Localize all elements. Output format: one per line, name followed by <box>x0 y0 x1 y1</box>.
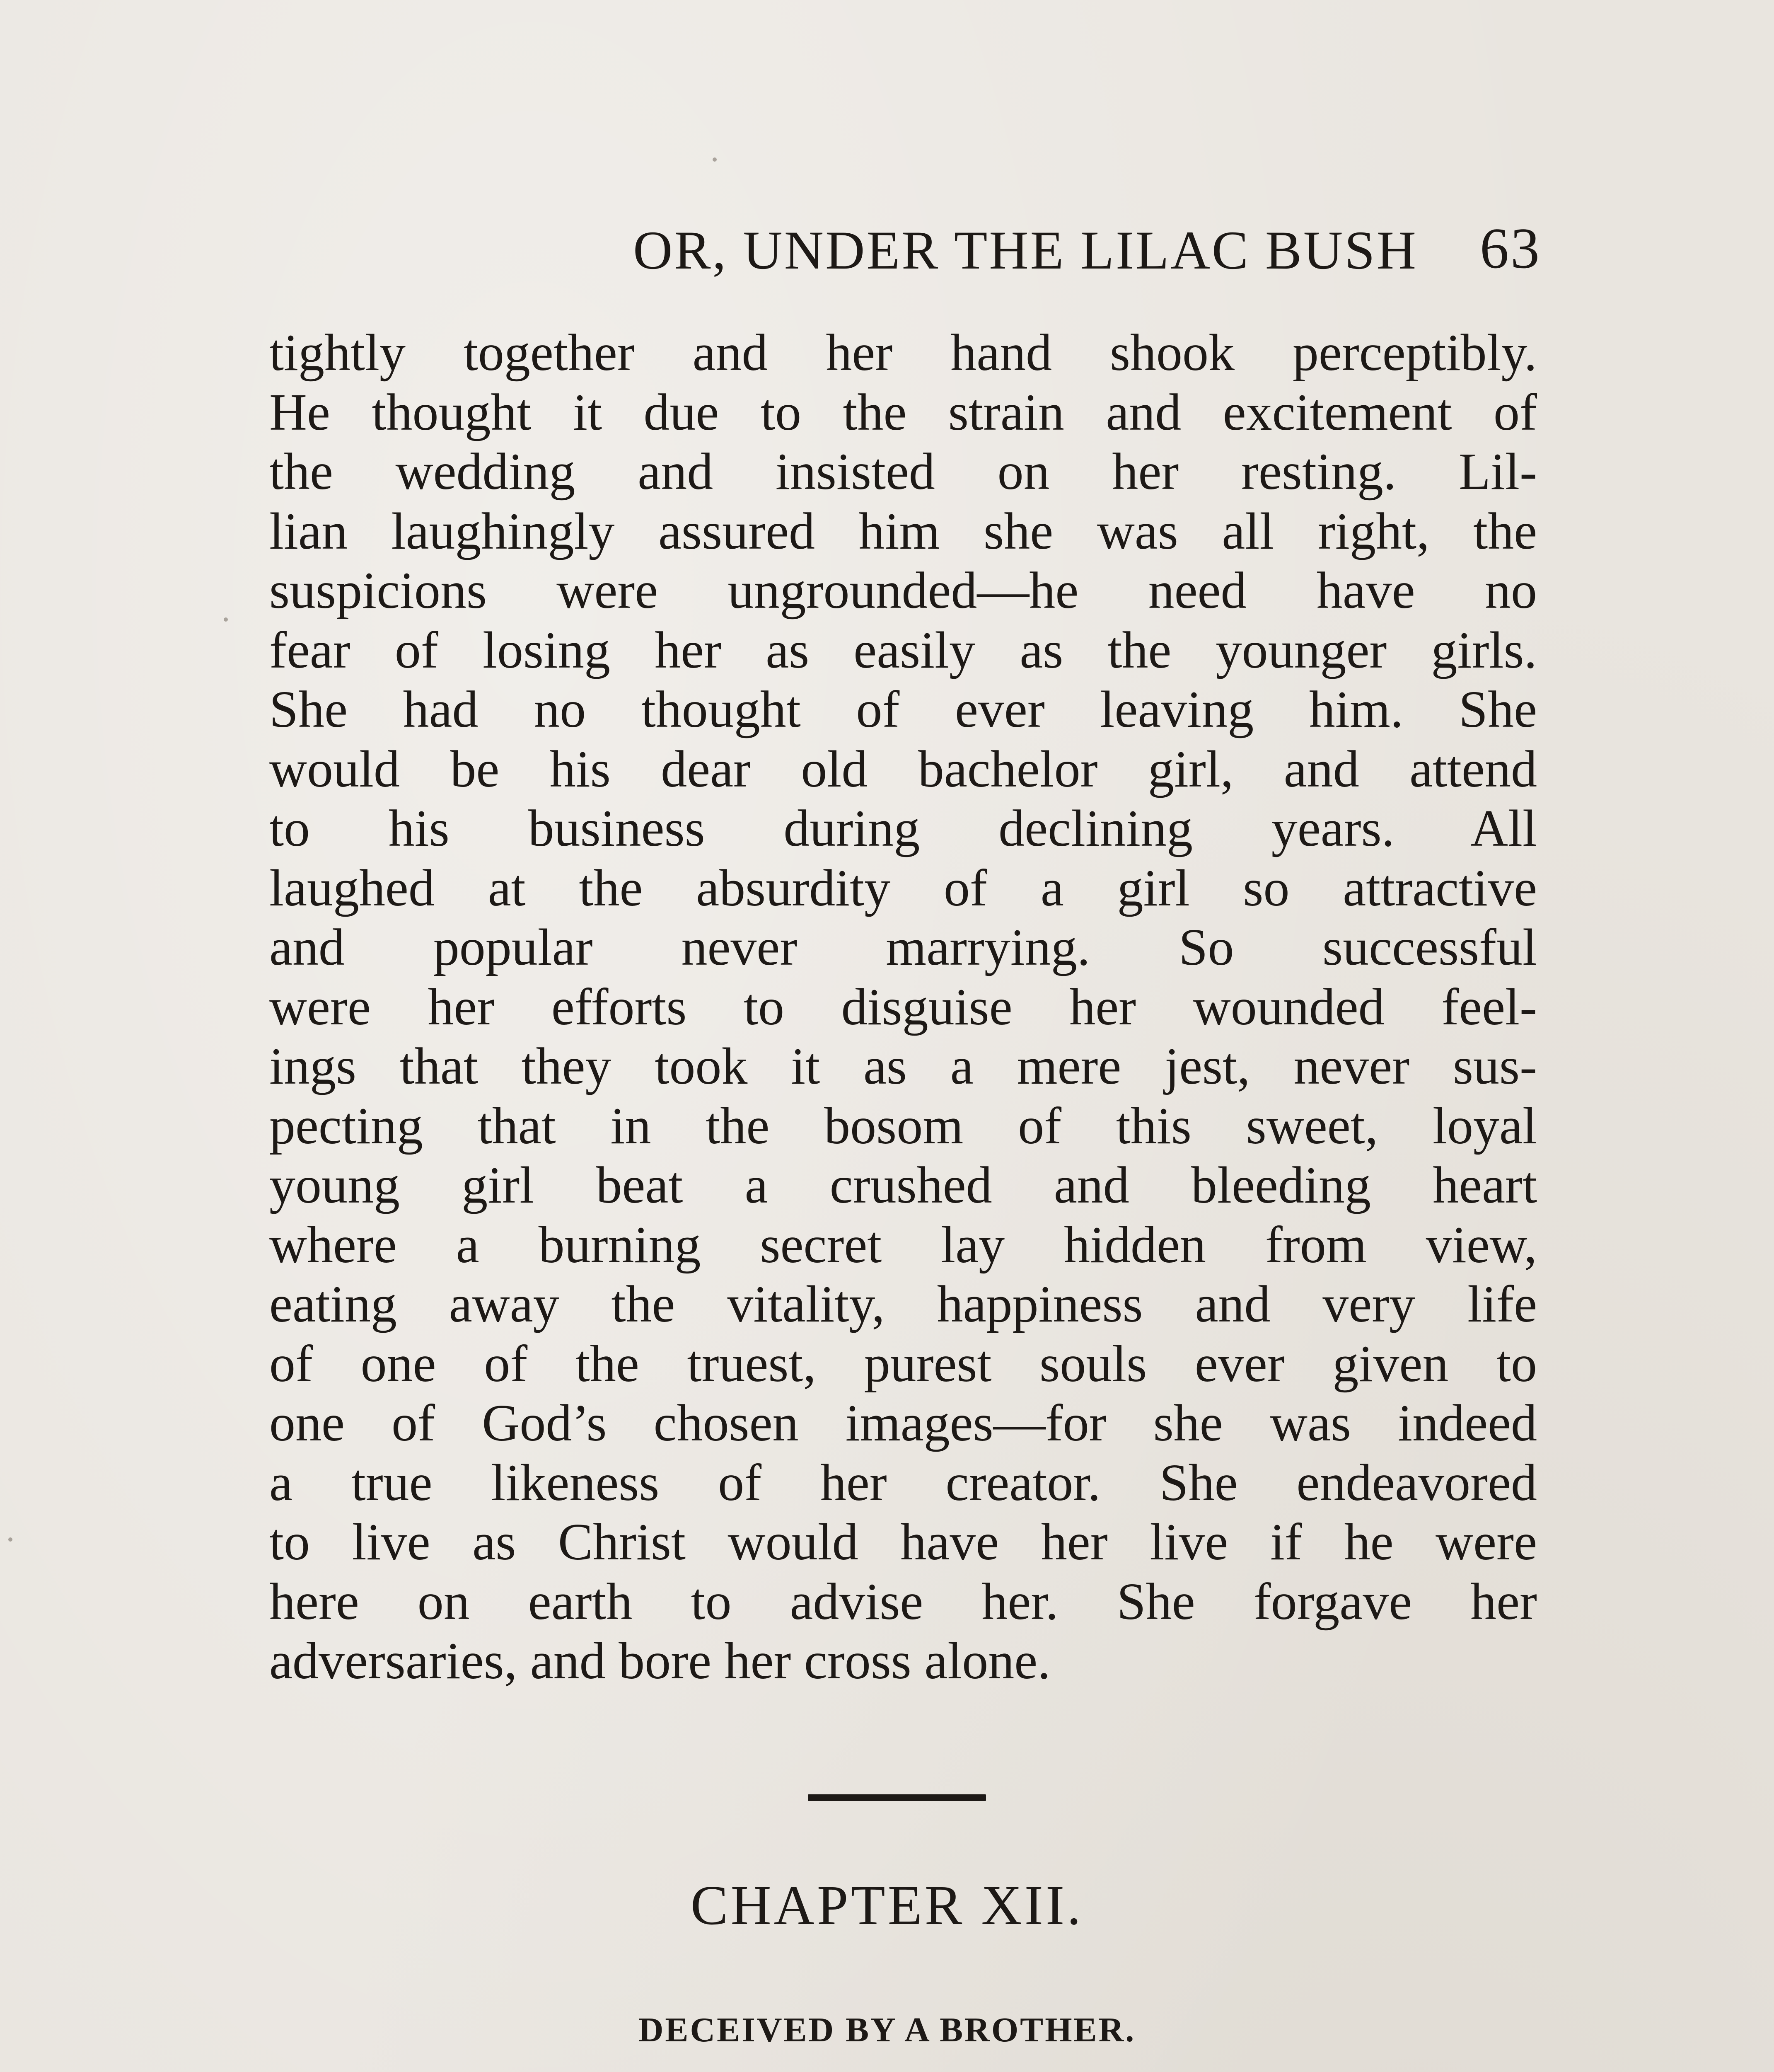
text-line: She had no thought of ever leaving him. She <box>269 681 1537 738</box>
text-line: tightly together and her hand shook perceptibly. <box>269 324 1537 382</box>
paper-speck <box>713 157 717 162</box>
chapter-subtitle: DECEIVED BY A BROTHER. <box>638 2011 1136 2049</box>
text-line: and popular never marrying. So successful <box>269 919 1537 976</box>
text-line: pecting that in the bosom of this sweet, loyal <box>269 1097 1537 1155</box>
text-line: one of God’s chosen images—for she was indeed <box>269 1394 1537 1452</box>
text-line: to live as Christ would have her live if he were <box>269 1513 1537 1571</box>
running-title: OR, UNDER THE LILAC BUSH <box>633 220 1418 281</box>
text-line: of one of the truest, purest souls ever given to <box>269 1335 1537 1393</box>
body-paragraph <box>269 323 1537 1691</box>
running-head <box>414 199 1541 282</box>
text-line: lian laughingly assured him she was all right, the <box>269 502 1537 560</box>
text-line: were her efforts to disguise her wounded feel- <box>269 978 1537 1036</box>
text-line: here on earth to advise her. She forgave her <box>269 1573 1537 1631</box>
text-line: a true likeness of her creator. She endeavored <box>269 1454 1537 1512</box>
text-line: to his business during declining years. All <box>269 800 1537 857</box>
chapter-heading: CHAPTER XII. <box>690 1874 1084 1936</box>
text-line-last: adversaries, and bore her cross alone. <box>269 1632 1051 1690</box>
text-line: eating away the vitality, happiness and very life <box>269 1276 1537 1333</box>
text-line: young girl beat a crushed and bleeding heart <box>269 1157 1537 1214</box>
section-divider <box>808 1794 986 1801</box>
paper-speck <box>224 617 228 622</box>
paper-speck <box>8 1537 12 1542</box>
text-line: laughed at the absurdity of a girl so attractive <box>269 859 1537 917</box>
text-line: fear of losing her as easily as the younger girls. <box>269 621 1537 679</box>
text-line: suspicions were ungrounded—he need have no <box>269 562 1537 620</box>
page-number: 63 <box>1480 216 1541 281</box>
text-line: the wedding and insisted on her resting. Lil- <box>269 443 1537 501</box>
text-line: where a burning secret lay hidden from view, <box>269 1216 1537 1274</box>
text-line: would be his dear old bachelor girl, and attend <box>269 740 1537 798</box>
text-line: ings that they took it as a mere jest, never sus- <box>269 1038 1537 1095</box>
text-line: He thought it due to the strain and excitement of <box>269 383 1537 441</box>
